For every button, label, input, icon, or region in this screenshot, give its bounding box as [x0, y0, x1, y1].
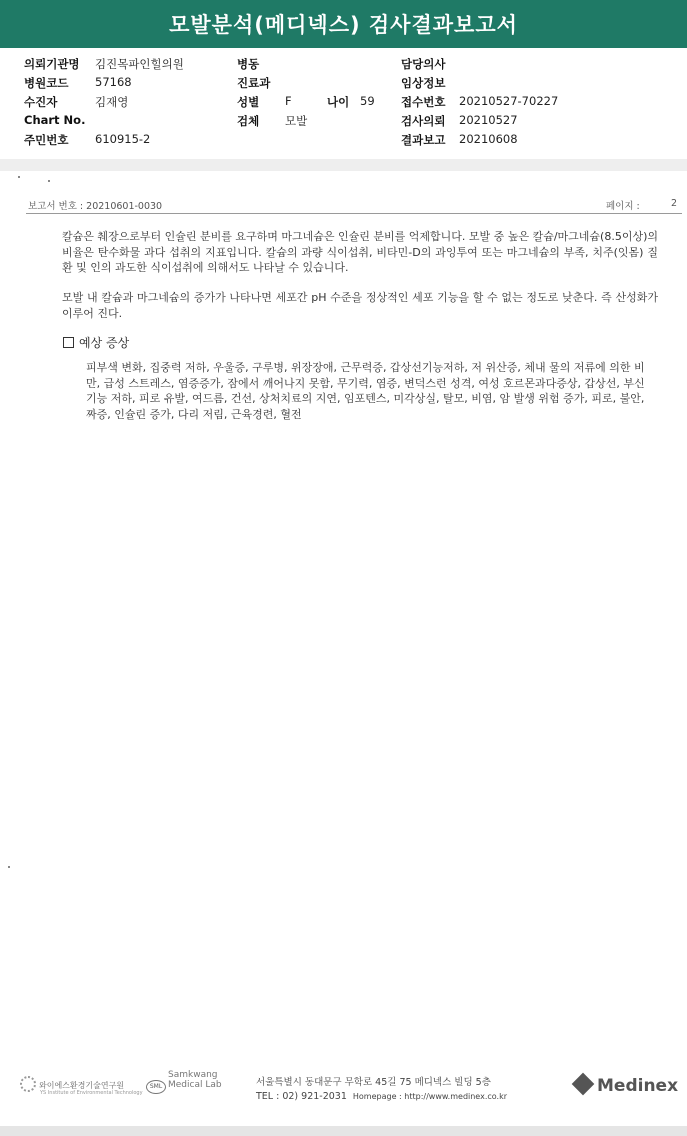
company-address [256, 1076, 507, 1104]
label-clinical-info: 임상정보 [401, 76, 446, 90]
label-specimen: 검체 [237, 114, 260, 128]
samkwang-name: Samkwang Medical Lab [168, 1070, 222, 1090]
value-specimen: 모발 [285, 114, 308, 128]
header-row [0, 56, 687, 74]
symptoms-list: 피부색 변화, 집중력 저하, 우울증, 구루병, 위장장애, 근무력증, 갑상선기능저하, 저 위산증, 체내 물의 저류에 의한 비만, 급성 스트레스, 염증증가, 잠에서 깨어나지 못함, 무기력, 염증, 변덕스런 성격, 여성 호르몬과다증상, 갑상선, 부신 기능 저하, 피로 유발, 여드름, 건선, 상처치료의 지연, 임포텐스, 미각상실, 탈모, 비염, 암 발생 위험 증가, 피로, 불안, 짜증, 인슐린 증가, 다리 저림, 근육경련, 혈전 [86, 361, 645, 421]
scan-speck [48, 180, 50, 182]
label-chart-no: Chart No. [24, 113, 86, 127]
ys-institute-logo [20, 1076, 143, 1096]
sml-logo-icon: SML [146, 1080, 166, 1094]
label-department: 진료과 [237, 76, 271, 90]
label-ward: 병동 [237, 57, 260, 71]
paragraph-ph: 모발 내 칼슘과 마그네슘의 증가가 나타나면 세포간 pH 수준을 정상적인 세포 기능을 할 수 없는 정도로 낮춘다. 즉 산성화가 이루어 진다. [62, 291, 658, 320]
label-age: 나이 [327, 95, 350, 109]
header-divider-band [0, 159, 687, 171]
label-sex: 성별 [237, 95, 260, 109]
value-requesting-clinic: 김진목파인힐의원 [95, 57, 184, 71]
ys-logo-icon [20, 1076, 36, 1092]
header-row [0, 132, 687, 150]
page-bottom-band [0, 1126, 687, 1136]
paragraph-calcium-magnesium: 칼슘은 췌장으로부터 인슐린 분비를 요구하며 마그네슘은 인슐린 분비를 억제합니다. 모발 중 높은 칼슘/마그네슘(8.5이상)의 비율은 탄수화물 과다 섭취의 지표입니다. 칼슘의 과량 식이섭취, 비타민-D의 과잉투여 또는 마그네슘의 부족, 치주(잇몸) 질환 및 인의 과도한 식이섭취에 의해서도 나타날 수 있습니다. [62, 230, 658, 274]
checkbox-square-icon [63, 337, 74, 348]
homepage: Homepage : http://www.medinex.co.kr [352, 1092, 507, 1101]
label-hospital-code: 병원코드 [24, 76, 69, 90]
header-row [0, 75, 687, 93]
meta-divider [26, 213, 682, 214]
medinex-brand: Medinex [597, 1076, 679, 1096]
value-age: 59 [360, 94, 375, 108]
section-title: 예상 증상 [79, 336, 130, 350]
value-hospital-code: 57168 [95, 75, 132, 89]
label-test-request: 검사의뢰 [401, 114, 446, 128]
logo1-text: 와이에스환경기술연구원 [39, 1081, 125, 1090]
label-doctor: 담당의사 [401, 57, 446, 71]
label-result-report: 결과보고 [401, 133, 446, 147]
value-result-report: 20210608 [459, 132, 518, 146]
label-patient: 수진자 [24, 95, 58, 109]
page-number: 2 [671, 198, 678, 209]
label-receipt-no: 접수번호 [401, 95, 446, 109]
report-title: 모발분석(메디넥스) 검사결과보고서 [0, 0, 687, 48]
contact-line [256, 1090, 507, 1104]
label-resident-no: 주민번호 [24, 133, 69, 147]
scan-speck [8, 866, 10, 868]
value-resident-no: 610915-2 [95, 132, 151, 146]
medinex-logo [575, 1076, 678, 1096]
logo1-subtext: YS Institute of Environmental Technology [40, 1090, 143, 1096]
value-test-request: 20210527 [459, 113, 518, 127]
value-patient: 김재영 [95, 95, 129, 109]
value-receipt-no: 20210527-70227 [459, 94, 559, 108]
scan-speck [18, 176, 20, 178]
telephone: TEL : 02) 921-2031 [256, 1091, 347, 1102]
label-requesting-clinic: 의뢰기관명 [24, 57, 80, 71]
patient-info-header [0, 56, 687, 156]
value-sex: F [285, 94, 292, 108]
section-expected-symptoms [63, 334, 129, 351]
page-label: 페이지 : [606, 201, 640, 212]
report-number: 보고서 번호 : 20210601-0030 [28, 201, 163, 212]
medinex-mark-icon [572, 1073, 595, 1096]
header-row [0, 94, 687, 112]
header-row [0, 113, 687, 131]
footer [0, 1068, 687, 1118]
address-line: 서울특별시 동대문구 무학로 45길 75 메디넥스 빌딩 5층 [256, 1077, 491, 1088]
